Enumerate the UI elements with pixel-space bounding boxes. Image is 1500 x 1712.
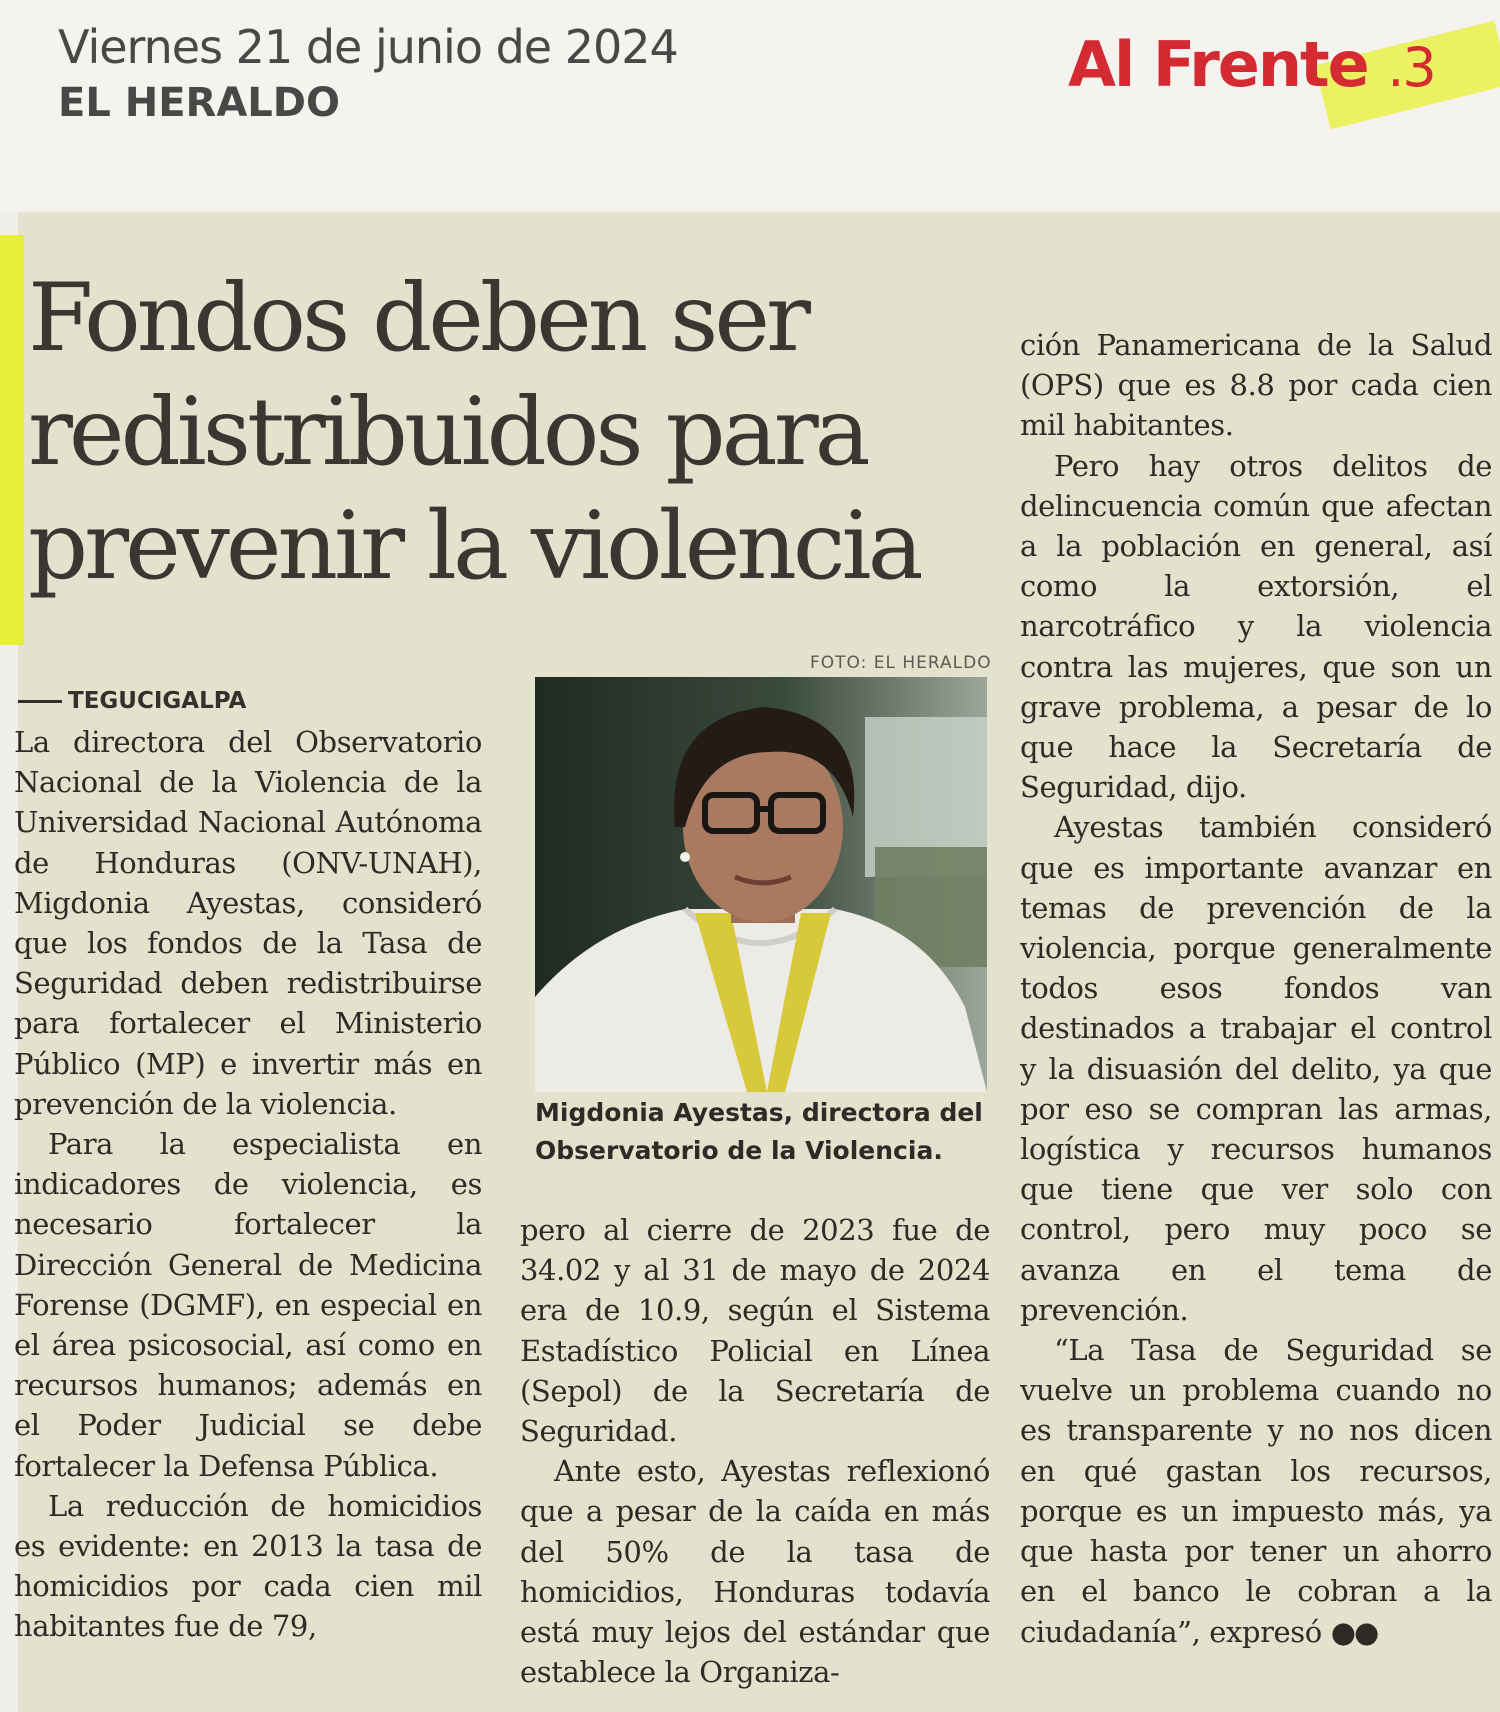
column-3 [1020,325,1492,1652]
dateline: TEGUCIGALPA [18,688,246,714]
newspaper-name: EL HERALDO [58,80,340,126]
headline: Fondos deben ser redistribuidos para prevenir la violencia [28,264,920,601]
photo-caption: Migdonia Ayestas, directora del Observatorio de la Violencia. [535,1098,983,1165]
column-2 [520,1210,990,1692]
paragraph: Ayestas también consideró que es importante avanzar en temas de prevención de la violencia, porque generalmente todos esos fondos van destinados a trabajar el control y la disuasión del delito, ya que por eso se compran las armas, logística y recursos humanos que tiene que ver solo con control, pero muy poco se avanza en el tema de prevención. [1020,810,1492,1327]
end-mark: ●● [1330,1614,1378,1649]
issue-date: Viernes 21 de junio de 2024 [58,20,678,74]
paragraph: pero al cierre de 2023 fue de 34.02 y al 31 de mayo de 2024 era de 10.9, según el Sistema Estadístico Policial en Línea (Sepol) de la Secretaría de Seguridad. [520,1213,990,1449]
column-1 [14,722,482,1647]
paragraph: ción Panamericana de la Salud (OPS) que es 8.8 por cada cien mil habitantes. [1020,328,1492,443]
article-photo [535,677,987,1092]
page-number: .3 [1387,36,1435,99]
paragraph-text: “La Tasa de Seguridad se vuelve un problema cuando no es transparente y no nos dicen en qué gastan los recursos, porque es un impuesto más, ya que hasta por tener un ahorro en el banco le cobran a la ciudadanía”, expresó [1020,1333,1492,1649]
section-title [1068,28,1435,101]
paragraph: La reducción de homicidios es evidente: en 2013 la tasa de homicidios por cada cien mil habitantes fue de 79, [14,1488,482,1644]
section-name: Al Frente [1068,28,1368,101]
highlighter-mark-left [0,235,24,645]
paragraph [1020,1330,1492,1652]
paragraph: Para la especialista en indicadores de violencia, es necesario fortalecer la Dirección General de Medicina Forense (DGMF), en especial en el área psicosocial, así como en recursos humanos; además en el Poder Judicial se debe fortalecer la Defensa Pública. [14,1127,482,1483]
paragraph: Pero hay otros delitos de delincuencia común que afectan a la población en general, así como la extorsión, el narcotráfico y la violencia contra las mujeres, que son un grave problema, a pesar de lo que hace la Secretaría de Seguridad, dijo. [1020,448,1492,805]
paragraph: Ante esto, Ayestas reflexionó que a pesar de la caída en más del 50% de la tasa de homicidios, Honduras todavía está muy lejos del estándar que establece la Organiza- [520,1454,990,1690]
portrait-illustration [535,677,987,1092]
photo-credit: FOTO: EL HERALDO [810,653,992,673]
paragraph: La directora del Observatorio Nacional de la Violencia de la Universidad Nacional Autónoma de Honduras (ONV-UNAH), Migdonia Ayestas, consideró que los fondos de la Tasa de Seguridad deben redistribuirse para fortalecer el Ministerio Público (MP) e invertir más en prevención de la violencia. [14,725,482,1121]
